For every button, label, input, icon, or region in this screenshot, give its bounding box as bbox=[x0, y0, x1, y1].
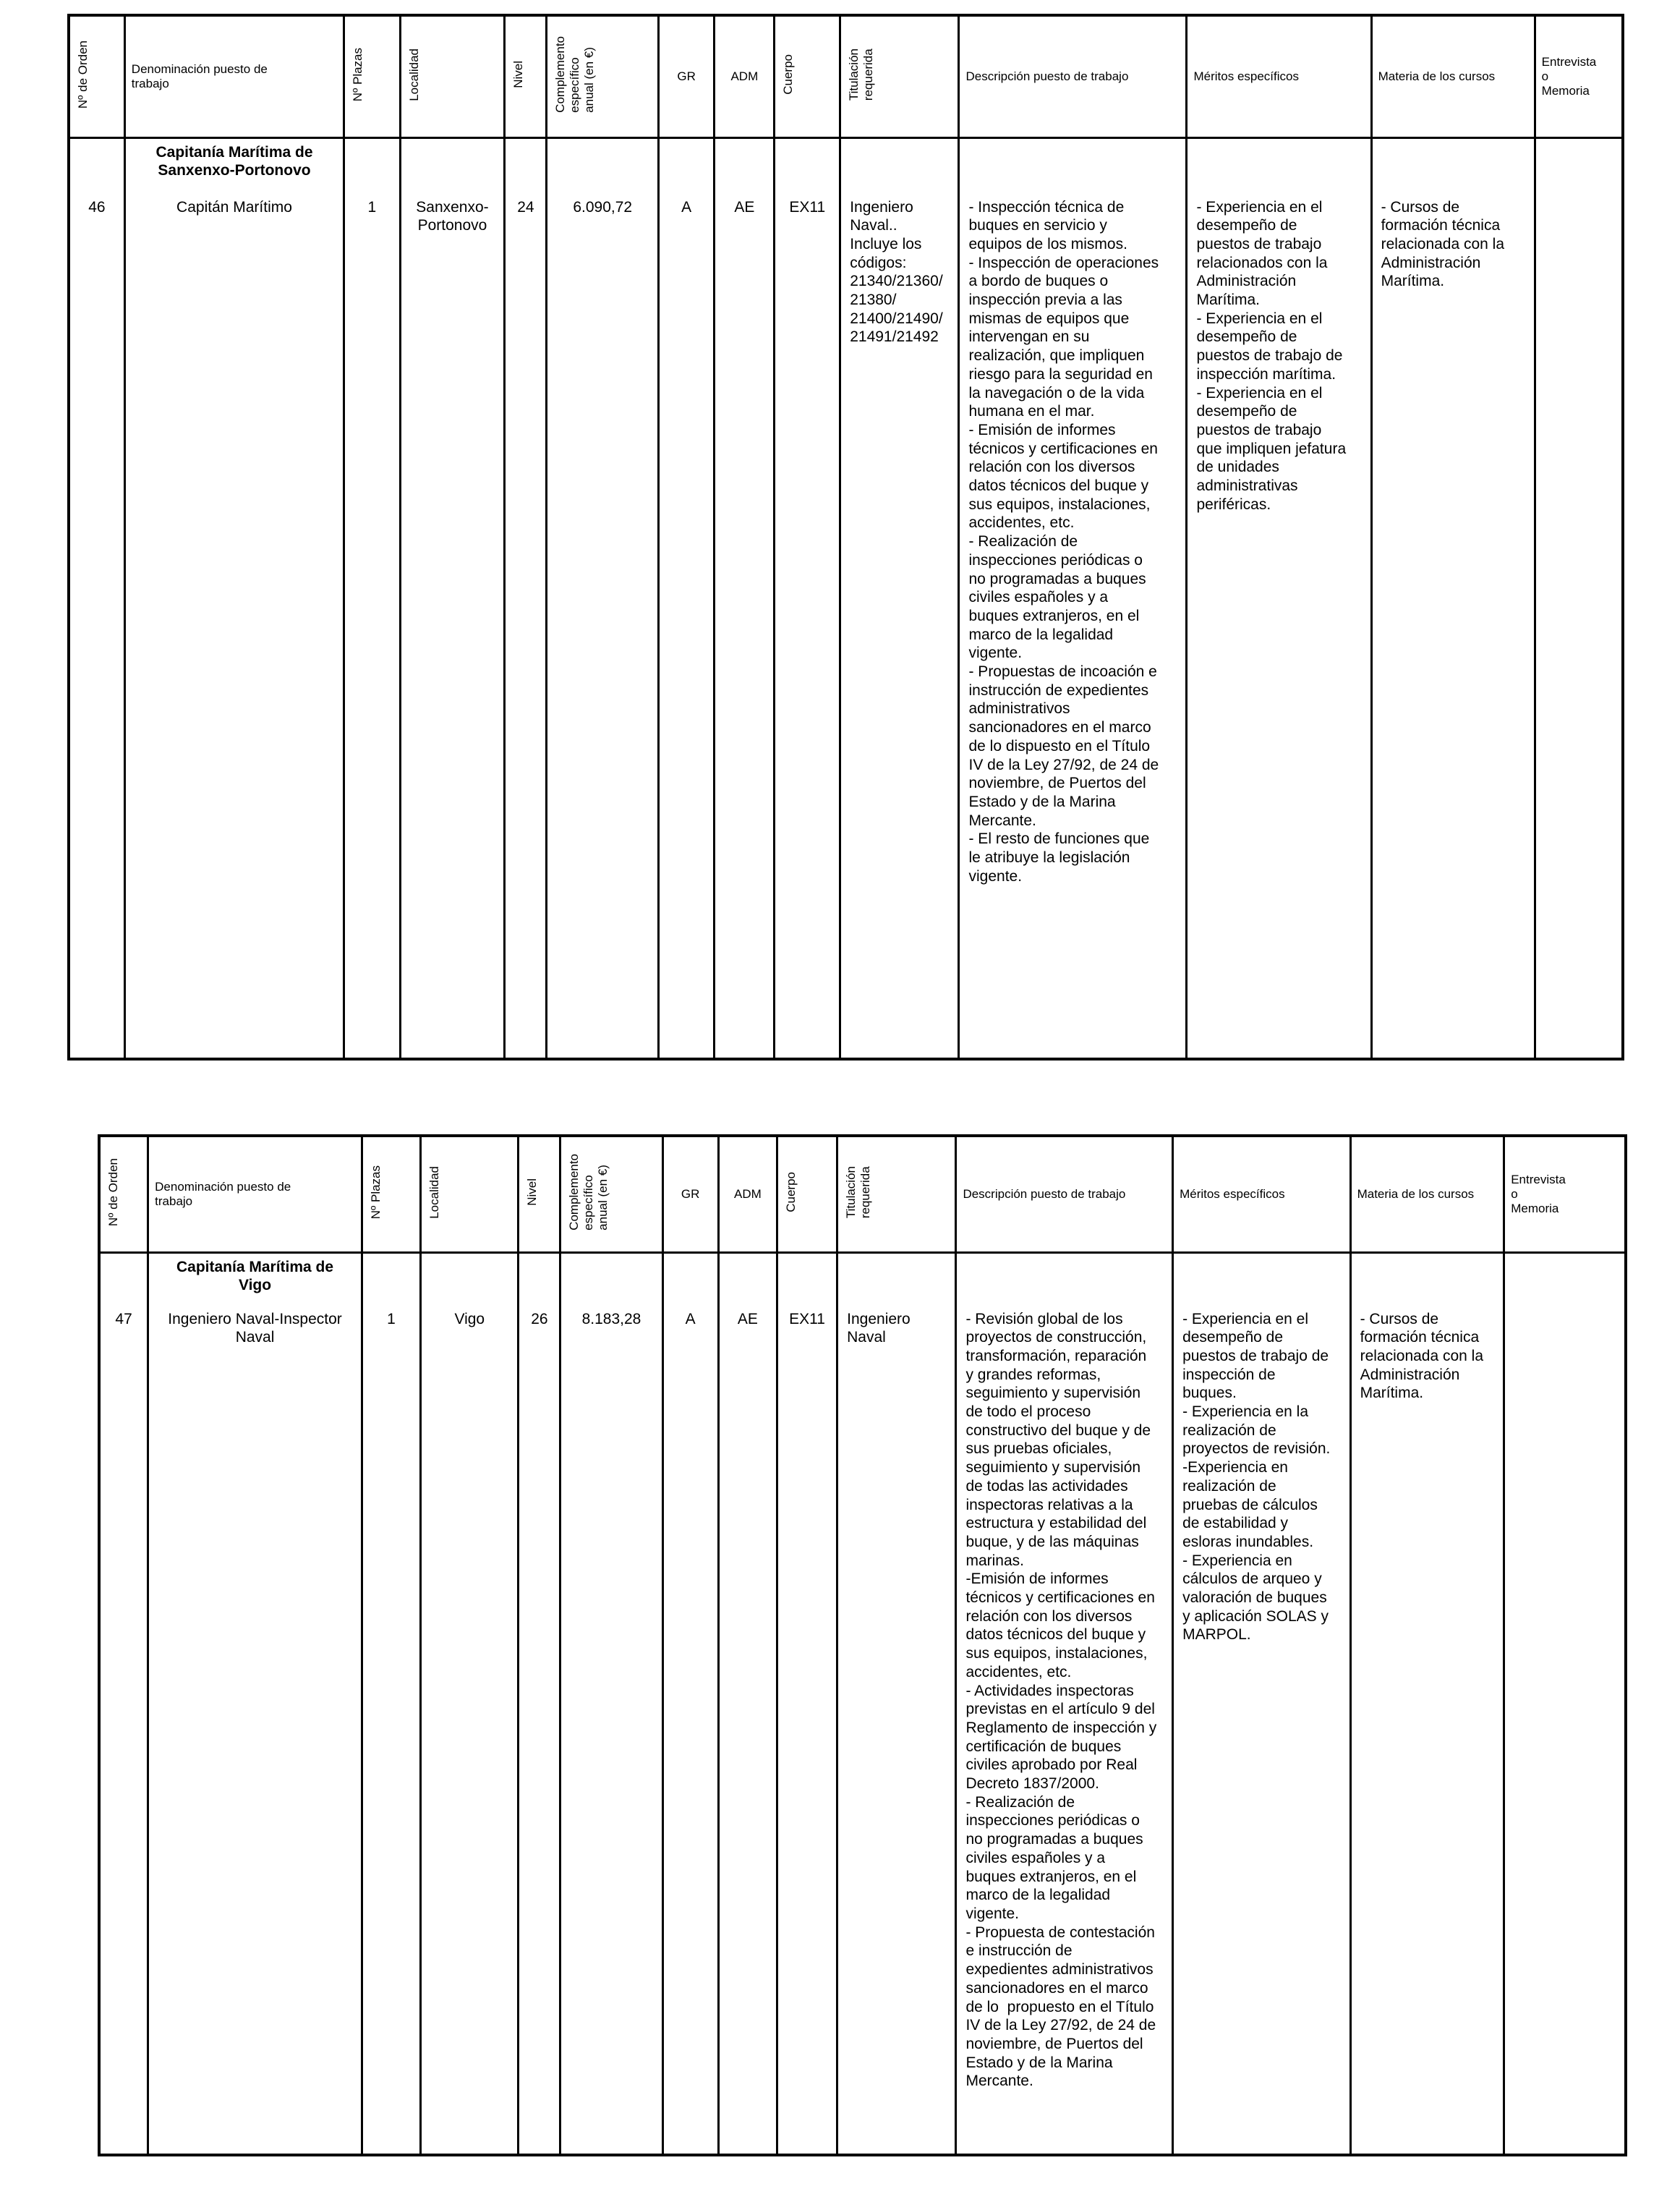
cell-denominacion bbox=[124, 137, 344, 1059]
column-header-label: ADM bbox=[734, 1186, 762, 1201]
column-header-label: Complemento específico anual (en €) bbox=[553, 36, 597, 114]
column-header-label: Méritos específicos bbox=[1180, 1186, 1285, 1201]
cell-materia bbox=[1371, 137, 1535, 1059]
column-header-label: Descripción puesto de trabajo bbox=[965, 69, 1129, 83]
cell-value-adm: AE bbox=[737, 1310, 758, 1327]
cell-nivel bbox=[505, 137, 547, 1059]
cell-value-nivel: 24 bbox=[517, 198, 534, 216]
cell-titulacion bbox=[837, 1252, 956, 2155]
cell-value-materia: - Cursos de formación técnica relacionada con la Administración Marítima. bbox=[1360, 1310, 1484, 1402]
cell-value-plazas: 1 bbox=[367, 198, 377, 216]
column-header-nivel bbox=[505, 15, 547, 137]
cell-cuerpo bbox=[777, 1252, 837, 2155]
column-header-label: Descripción puesto de trabajo bbox=[963, 1186, 1126, 1201]
column-header-label: Cuerpo bbox=[781, 54, 796, 95]
table-row bbox=[69, 137, 1623, 1059]
column-header-label: Materia de los cursos bbox=[1378, 69, 1496, 83]
column-header-denominacion bbox=[124, 15, 344, 137]
column-header-label: Titulación requerida bbox=[844, 1166, 873, 1219]
section-title: Capitanía Marítima de Vigo bbox=[176, 1258, 334, 1294]
column-header-descripcion bbox=[959, 15, 1187, 137]
column-header-meritos bbox=[1187, 15, 1371, 137]
column-header-label: Méritos específicos bbox=[1193, 69, 1299, 83]
column-header-cuerpo bbox=[777, 1136, 837, 1252]
cell-gr bbox=[662, 1252, 718, 2155]
column-header-label: GR bbox=[677, 69, 696, 83]
cell-value-plazas: 1 bbox=[387, 1310, 396, 1327]
column-header-label: Denominación puesto de trabajo bbox=[155, 1179, 291, 1208]
column-header-nivel bbox=[519, 1136, 560, 1252]
cell-adm bbox=[718, 1252, 777, 2155]
column-header-materia bbox=[1371, 15, 1535, 137]
column-header-label: Localidad bbox=[406, 48, 421, 101]
column-header-label: Nivel bbox=[525, 1178, 540, 1207]
cell-entrevista bbox=[1535, 137, 1623, 1059]
cell-plazas bbox=[344, 137, 400, 1059]
column-header-label: Entrevista o Memoria bbox=[1511, 1172, 1566, 1215]
cell-value-meritos: - Experiencia en el desempeño de puestos de trabajo de inspección de buques. - Experiencia en la realización de proyectos de revisión. -Experiencia en realización de pruebas de cálculos de estabilidad y esloras inundables. - Experiencia en cálculos de arqueo y valoración de buques y aplicación SOLAS y MARPOL. bbox=[1182, 1310, 1331, 1644]
cell-complemento bbox=[547, 137, 659, 1059]
column-header-gr bbox=[662, 1136, 718, 1252]
cell-localidad bbox=[400, 137, 505, 1059]
column-header-entrevista bbox=[1504, 1136, 1626, 1252]
cell-value-materia: - Cursos de formación técnica relacionada con la Administración Marítima. bbox=[1381, 198, 1505, 290]
cell-value-orden: 46 bbox=[88, 198, 106, 216]
column-header-label: Cuerpo bbox=[784, 1172, 798, 1213]
column-header-label: Materia de los cursos bbox=[1357, 1186, 1475, 1201]
cell-descripcion bbox=[956, 1252, 1173, 2155]
column-header-label: Nº de Orden bbox=[76, 41, 90, 109]
cell-value-titulacion: Ingeniero Naval bbox=[847, 1310, 911, 1346]
cell-titulacion bbox=[840, 137, 959, 1059]
column-header-adm bbox=[718, 1136, 777, 1252]
cell-value-gr: A bbox=[681, 198, 692, 216]
column-header-localidad bbox=[400, 15, 505, 137]
job-table-47 bbox=[98, 1134, 1627, 2156]
column-header-label: Localidad bbox=[427, 1165, 442, 1219]
cell-value-orden: 47 bbox=[115, 1310, 132, 1327]
cell-localidad bbox=[421, 1252, 519, 2155]
cell-value-nivel: 26 bbox=[531, 1310, 548, 1327]
column-header-descripcion bbox=[956, 1136, 1173, 1252]
column-header-entrevista bbox=[1535, 15, 1623, 137]
column-header-label: GR bbox=[681, 1186, 700, 1201]
column-header-titulacion bbox=[837, 1136, 956, 1252]
cell-cuerpo bbox=[775, 137, 840, 1059]
column-header-label: Titulación requerida bbox=[847, 48, 876, 101]
cell-plazas bbox=[362, 1252, 420, 2155]
column-header-plazas bbox=[344, 15, 400, 137]
column-header-label: Nivel bbox=[511, 61, 526, 89]
cell-descripcion bbox=[959, 137, 1187, 1059]
header-row bbox=[69, 15, 1623, 137]
cell-value-denominacion: Capitán Marítimo bbox=[176, 198, 292, 216]
column-header-plazas bbox=[362, 1136, 420, 1252]
cell-orden bbox=[99, 1252, 148, 2155]
header-row bbox=[99, 1136, 1626, 1252]
column-header-localidad bbox=[421, 1136, 519, 1252]
column-header-titulacion bbox=[840, 15, 959, 137]
cell-denominacion bbox=[148, 1252, 362, 2155]
column-header-label: Nº Plazas bbox=[368, 1165, 383, 1220]
column-header-label: Denominación puesto de trabajo bbox=[131, 61, 268, 90]
column-header-label: Nº Plazas bbox=[351, 48, 365, 102]
cell-value-cuerpo: EX11 bbox=[789, 1310, 825, 1327]
cell-value-complemento: 6.090,72 bbox=[573, 198, 633, 216]
cell-complemento bbox=[560, 1252, 662, 2155]
column-header-label: Nº de Orden bbox=[106, 1158, 120, 1227]
table-row bbox=[99, 1252, 1626, 2155]
column-header-adm bbox=[715, 15, 775, 137]
cell-value-titulacion: Ingeniero Naval.. Incluye los códigos: 21340/21360/ 21380/ 21400/21490/ 21491/21492 bbox=[850, 198, 943, 346]
column-header-orden bbox=[99, 1136, 148, 1252]
column-header-label: ADM bbox=[730, 69, 759, 83]
cell-nivel bbox=[519, 1252, 560, 2155]
cell-value-gr: A bbox=[685, 1310, 696, 1327]
cell-value-adm: AE bbox=[734, 198, 755, 216]
cell-orden bbox=[69, 137, 124, 1059]
cell-value-complemento: 8.183,28 bbox=[581, 1310, 641, 1327]
column-header-orden bbox=[69, 15, 124, 137]
cell-value-meritos: - Experiencia en el desempeño de puestos de trabajo relacionados con la Administración Marítima. - Experiencia en el desempeño de puestos de trabajo de inspección marítima. - Experiencia en el desempeño de puestos de trabajo que impliquen jefatura de unidades administrativas periféricas. bbox=[1196, 198, 1347, 513]
column-header-complemento bbox=[547, 15, 659, 137]
cell-value-localidad: Vigo bbox=[454, 1310, 485, 1327]
cell-value-descripcion: - Inspección técnica de buques en servicio y equipos de los mismos. - Inspección de operaciones a bordo de buques o inspección previa a las mismas de equipos que intervengan en su realización, que impliquen riesgo para la seguridad en la navegación o de la vida humana en el mar. - Emisión de informes técnicos y certificaciones en relación con los diversos datos técnicos del buque y sus equipos, instalaciones, accidentes, etc. - Realización de inspecciones periódicas o no programadas a buques civiles españoles y a buques extranjeros, en el marco de la legalidad vigente. - Propuestas de incoación e instrucción de expedientes administrativos sancionadores en el marco de lo dispuesto en el Título IV de la Ley 27/92, de 24 de noviembre, de Puertos del Estado y de la Marina Mercante. - El resto de funciones que le atribuye la legislación vigente. bbox=[968, 198, 1159, 885]
cell-value-localidad: Sanxenxo- Portonovo bbox=[416, 198, 489, 234]
cell-gr bbox=[659, 137, 715, 1059]
column-header-label: Complemento específico anual (en €) bbox=[567, 1154, 610, 1231]
cell-entrevista bbox=[1504, 1252, 1626, 2155]
section-title: Capitanía Marítima de Sanxenxo-Portonovo bbox=[155, 143, 313, 179]
column-header-meritos bbox=[1173, 1136, 1351, 1252]
job-table-46 bbox=[67, 14, 1624, 1061]
column-header-gr bbox=[659, 15, 715, 137]
cell-meritos bbox=[1173, 1252, 1351, 2155]
column-header-complemento bbox=[560, 1136, 662, 1252]
column-header-materia bbox=[1350, 1136, 1504, 1252]
cell-value-denominacion: Ingeniero Naval-Inspector Naval bbox=[168, 1310, 342, 1346]
cell-value-descripcion: - Revisión global de los proyectos de construcción, transformación, reparación y grandes reformas, seguimiento y supervisión de todo el proceso constructivo del buque y de sus pruebas oficiales, seguimiento y supervisión de todas las actividades inspectoras relativas a la estructura y estabilidad del buque, y de las máquinas marinas. -Emisión de informes técnicos y certificaciones en relación con los diversos datos técnicos del buque y sus equipos, instalaciones, accidentes, etc. - Actividades inspectoras previstas en el artículo 9 del Reglamento de inspección y certificación de buques civiles aprobado por Real Decreto 1837/2000. - Realización de inspecciones periódicas o no programadas a buques civiles españoles y a buques extranjeros, en el marco de la legalidad vigente. - Propuesta de contestación e instrucción de expedientes administrativos sancionadores en el marco de lo propuesto en el Título IV de la Ley 27/92, de 24 de noviembre, de Puertos del Estado y de la Marina Mercante. bbox=[965, 1310, 1157, 2090]
cell-meritos bbox=[1187, 137, 1371, 1059]
cell-adm bbox=[715, 137, 775, 1059]
column-header-label: Entrevista o Memoria bbox=[1541, 54, 1597, 98]
column-header-denominacion bbox=[148, 1136, 362, 1252]
cell-value-cuerpo: EX11 bbox=[789, 198, 826, 216]
cell-materia bbox=[1350, 1252, 1504, 2155]
column-header-cuerpo bbox=[775, 15, 840, 137]
